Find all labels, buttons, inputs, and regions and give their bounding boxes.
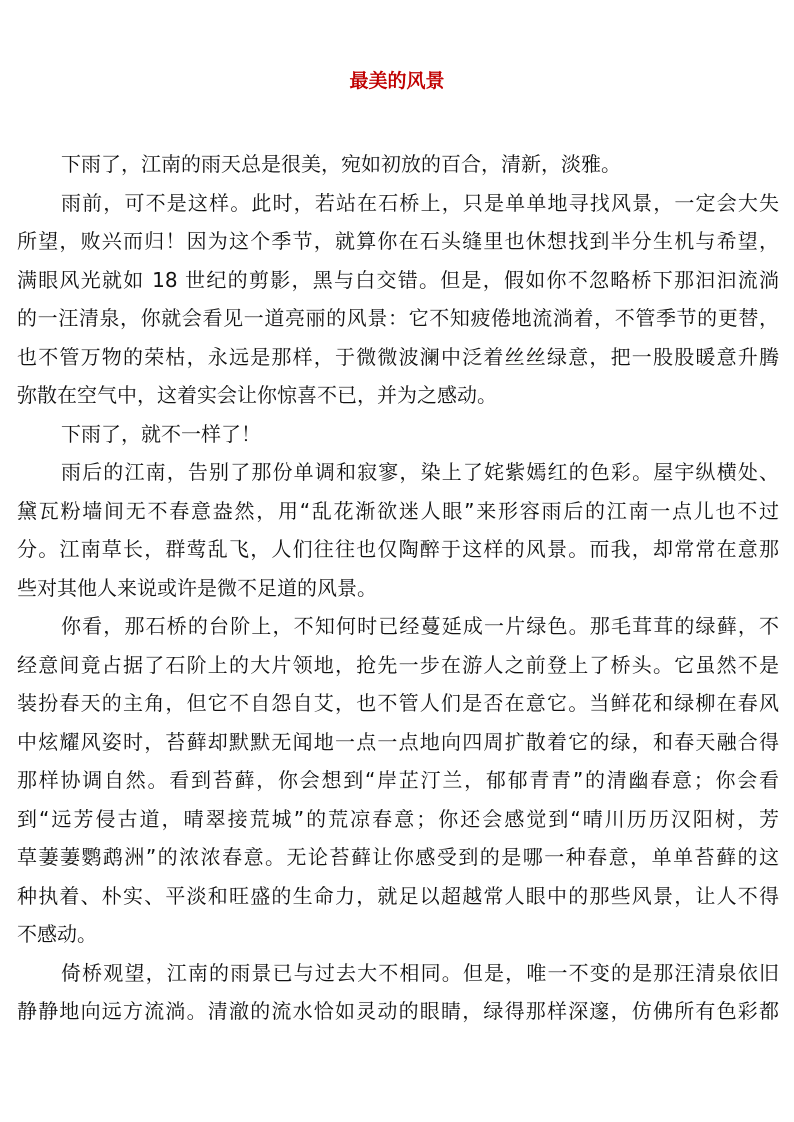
text-line: 的一汪清泉，你就会看见一道亮丽的风景：它不知疲倦地流淌着，不管季节的更替，	[17, 306, 779, 330]
text-line: 那样协调自然。看到苔藓，你会想到“岸芷汀兰，郁郁青青”的清幽春意；你会看	[17, 768, 779, 792]
text-line: 雨后的江南，告别了那份单调和寂寥，染上了姹紫嫣红的色彩。屋宇纵横处、	[61, 460, 779, 484]
text-line: 下雨了，就不一样了！	[61, 421, 261, 446]
text-line: 所望，败兴而归！因为这个季节，就算你在石头缝里也休想找到半分生机与希望，	[17, 229, 779, 253]
text-line: 草萋萋鹦鹉洲”的浓浓春意。无论苔藓让你感受到的是哪一种春意，单单苔藓的这	[17, 845, 779, 869]
text-line: 静静地向远方流淌。清澈的流水恰如灵动的眼睛，绿得那样深邃，仿佛所有色彩都	[17, 999, 779, 1023]
document-body	[17, 145, 779, 1031]
text-line: 分。江南草长，群莺乱飞，人们往往也仅陶醉于这样的风景。而我，却常常在意那	[17, 537, 779, 561]
text-line: 种执着、朴实、平淡和旺盛的生命力，就足以超越常人眼中的那些风景，让人不得	[17, 883, 779, 908]
text-line: 些对其他人来说或许是微不足道的风景。	[17, 575, 377, 600]
text-line: 雨前，可不是这样。此时，若站在石桥上，只是单单地寻找风景，一定会大失	[61, 190, 779, 215]
text-line: 倚桥观望，江南的雨景已与过去大不相同。但是，唯一不变的是那汪清泉依旧	[61, 960, 779, 985]
text-line: 中炫耀风姿时，苔藓却默默无闻地一点一点地向四周扩散着它的绿，和春天融合得	[17, 729, 779, 754]
document-title: 最美的风景	[349, 70, 445, 92]
text-line: 你看，那石桥的台阶上，不知何时已经蔓延成一片绿色。那毛茸茸的绿藓，不	[61, 614, 779, 638]
text-line: 黛瓦粉墙间无不春意盎然，用“乱花渐欲迷人眼”来形容雨后的江南一点儿也不过	[17, 498, 779, 523]
text-line: 也不管万物的荣枯，永远是那样，于微微波澜中泛着丝丝绿意，把一股股暖意升腾	[17, 344, 779, 369]
text-line: 装扮春天的主角，但它不自怨自艾，也不管人们是否在意它。当鲜花和绿柳在春风	[17, 691, 779, 715]
text-line: 弥散在空气中，这着实会让你惊喜不已，并为之感动。	[17, 383, 497, 407]
text-line: 到“远芳侵古道，晴翠接荒城”的荒凉春意；你还会感觉到“晴川历历汉阳树，芳	[17, 806, 779, 831]
text-line: 满眼风光就如 18 世纪的剪影，黑与白交错。但是，假如你不忽略桥下那汩汩流淌	[17, 267, 779, 292]
text-line: 经意间竟占据了石阶上的大片领地，抢先一步在游人之前登上了桥头。它虽然不是	[17, 652, 779, 677]
text-line: 不感动。	[17, 922, 97, 946]
text-line: 下雨了，江南的雨天总是很美，宛如初放的百合，清新，淡雅。	[61, 152, 621, 176]
